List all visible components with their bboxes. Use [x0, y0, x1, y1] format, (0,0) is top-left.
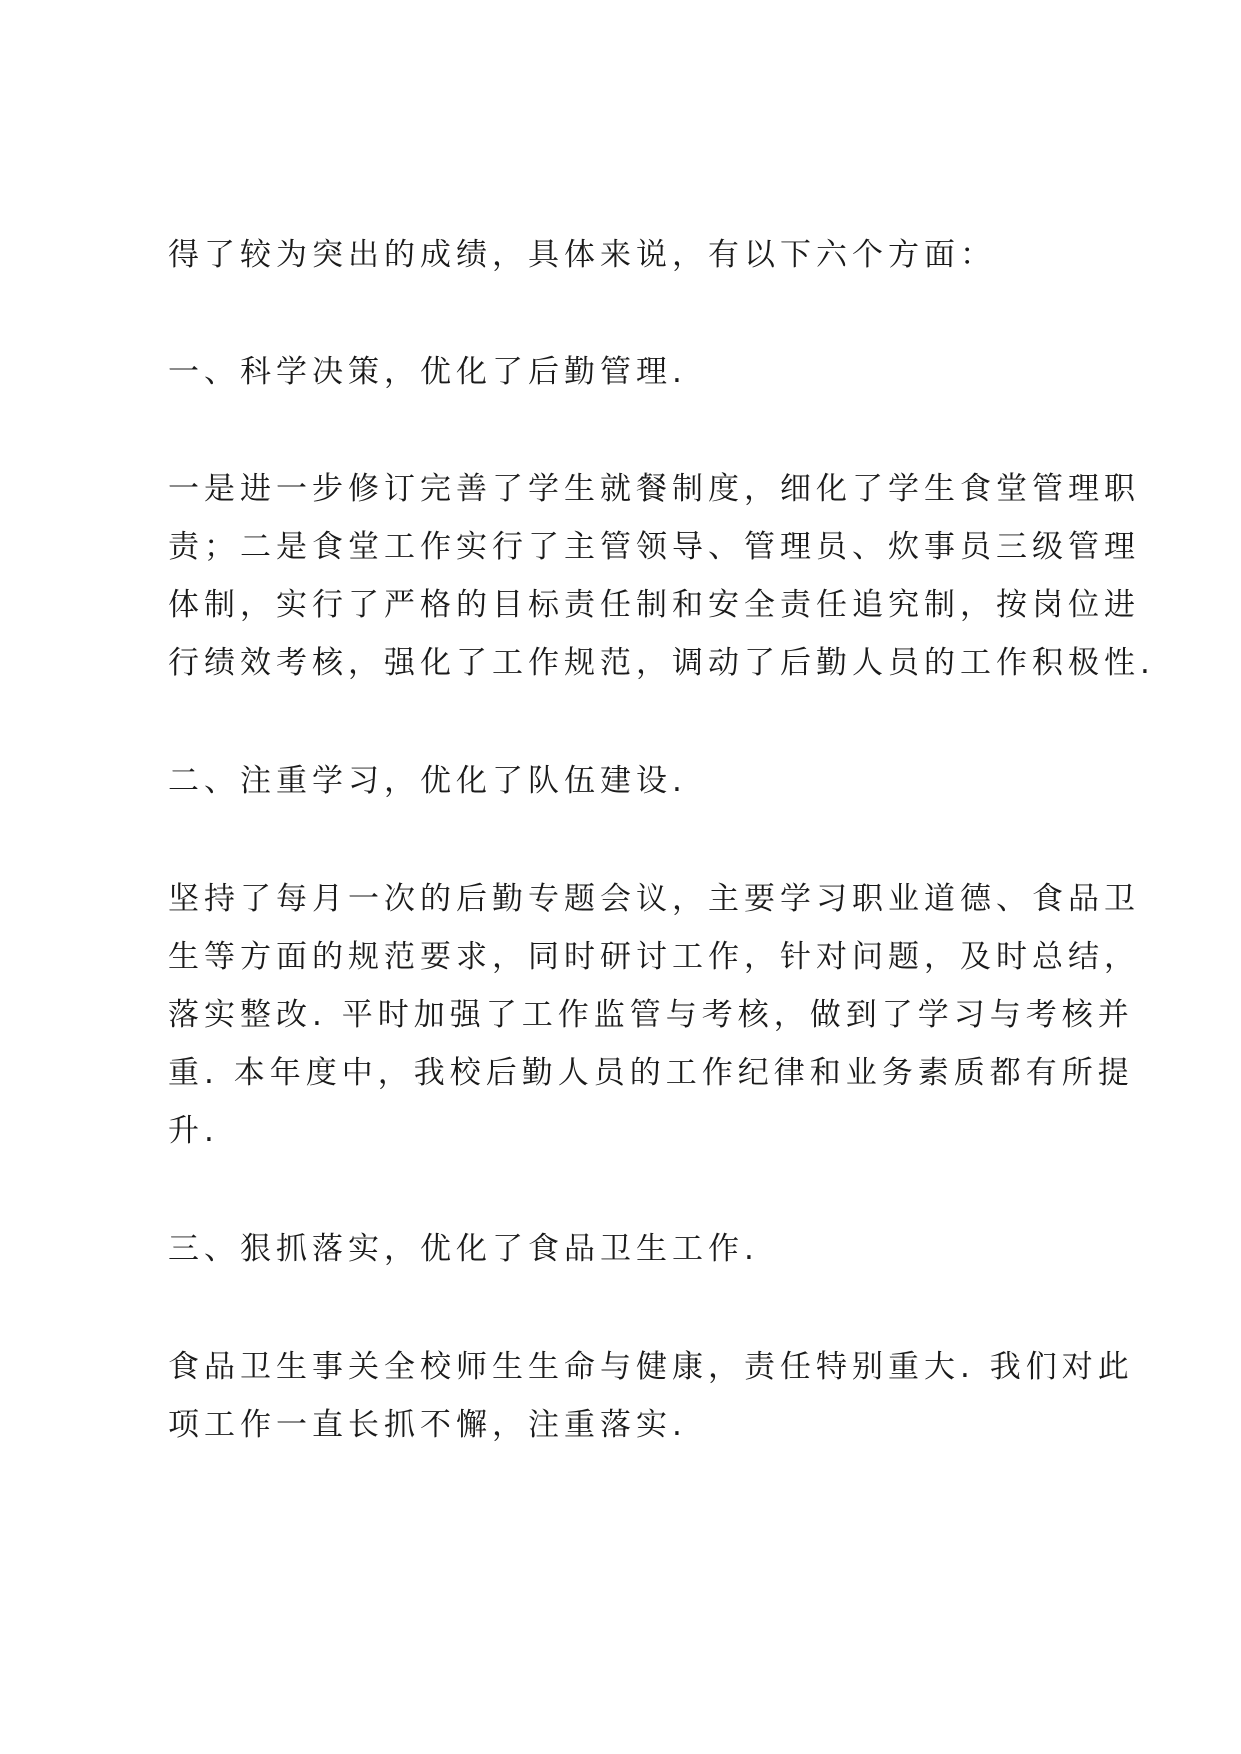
- section-3-paragraph: [168, 1338, 1134, 1454]
- section-1-paragraph: [168, 460, 1155, 692]
- section-1-heading: [168, 343, 1078, 401]
- text-line: 责；二是食堂工作实行了主管领导、管理员、炊事员三级管理: [168, 529, 1140, 565]
- section-2-paragraph: [168, 870, 1140, 1160]
- heading-text: 一、科学决策，优化了后勤管理.: [168, 354, 687, 390]
- intro-paragraph: [168, 226, 1078, 284]
- text-line: 坚持了每月一次的后勤专题会议，主要学习职业道德、食品卫: [168, 881, 1140, 917]
- text-line: 行绩效考核，强化了工作规范，调动了后勤人员的工作积极性.: [168, 645, 1155, 681]
- text-line: 重. 本年度中，我校后勤人员的工作纪律和业务素质都有所提: [168, 1055, 1134, 1091]
- text-line: 一是进一步修订完善了学生就餐制度，细化了学生食堂管理职: [168, 471, 1140, 507]
- text-line: 食品卫生事关全校师生生命与健康，责任特别重大. 我们对此: [168, 1349, 1134, 1385]
- heading-text: 二、注重学习，优化了队伍建设.: [168, 763, 687, 799]
- text-line: 生等方面的规范要求，同时研讨工作，针对问题，及时总结，: [168, 939, 1140, 975]
- text-line: 得了较为突出的成绩，具体来说，有以下六个方面：: [168, 237, 996, 273]
- text-line: 落实整改. 平时加强了工作监管与考核，做到了学习与考核并: [168, 997, 1134, 1033]
- section-2-heading: [168, 752, 1078, 810]
- heading-text: 三、狠抓落实，优化了食品卫生工作.: [168, 1231, 759, 1267]
- text-line: 项工作一直长抓不懈，注重落实.: [168, 1407, 687, 1443]
- text-line: 体制，实行了严格的目标责任制和安全责任追究制，按岗位进: [168, 587, 1140, 623]
- text-line: 升.: [168, 1113, 219, 1149]
- section-3-heading: [168, 1220, 1078, 1278]
